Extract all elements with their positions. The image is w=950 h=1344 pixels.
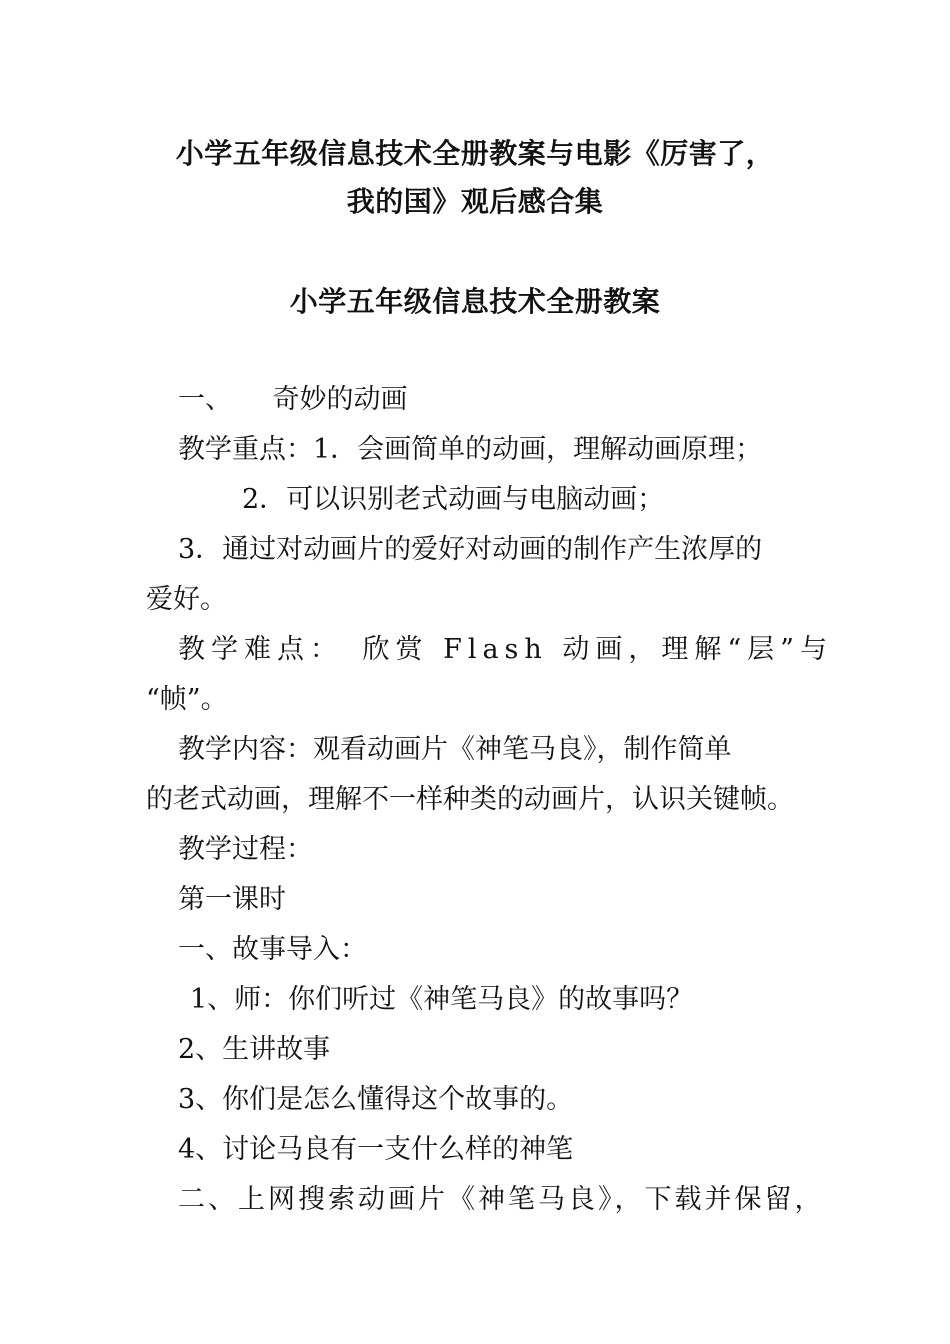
first-lesson-heading: 第一课时 <box>178 884 286 915</box>
key-point-3: 3．通过对动画片的爱好对动画的制作产生浓厚的 <box>178 534 763 565</box>
key-point-3-cont: 爱好。 <box>146 584 227 615</box>
difficulty-line: 教学难点： 欣赏 Flash 动画，理解“层”与 <box>178 634 833 665</box>
search-step-heading: 二、上网搜索动画片《神笔马良》，下载并保留， <box>178 1184 825 1215</box>
content-line-cont: 的老式动画，理解不一样种类的动画片，认识关键帧。 <box>146 784 794 815</box>
difficulty-line-cont: “帧”。 <box>146 684 228 715</box>
story-step-3: 3、你们是怎么懂得这个故事的。 <box>178 1084 574 1115</box>
process-heading: 教学过程： <box>178 834 313 865</box>
key-point-1: 教学重点：1．会画简单的动画，理解动画原理； <box>178 434 763 465</box>
story-intro-heading: 一、故事导入： <box>178 934 367 965</box>
main-title-line-2: 我的国》观后感合集 <box>346 185 604 218</box>
story-step-4: 4、讨论马良有一支什么样的神笔 <box>178 1134 574 1165</box>
story-step-2: 2、生讲故事 <box>178 1034 331 1065</box>
key-point-2: 2．可以识别老式动画与电脑动画； <box>242 484 665 515</box>
main-title-line-1: 小学五年级信息技术全册教案与电影《厉害了， <box>175 137 775 170</box>
story-step-1: 1、师：你们听过《神笔马良》的故事吗？ <box>190 984 694 1015</box>
content-line: 教学内容：观看动画片《神笔马良》，制作简单 <box>178 734 732 765</box>
lesson-heading: 一、 奇妙的动画 <box>178 384 408 415</box>
section-title: 小学五年级信息技术全册教案 <box>289 285 661 318</box>
